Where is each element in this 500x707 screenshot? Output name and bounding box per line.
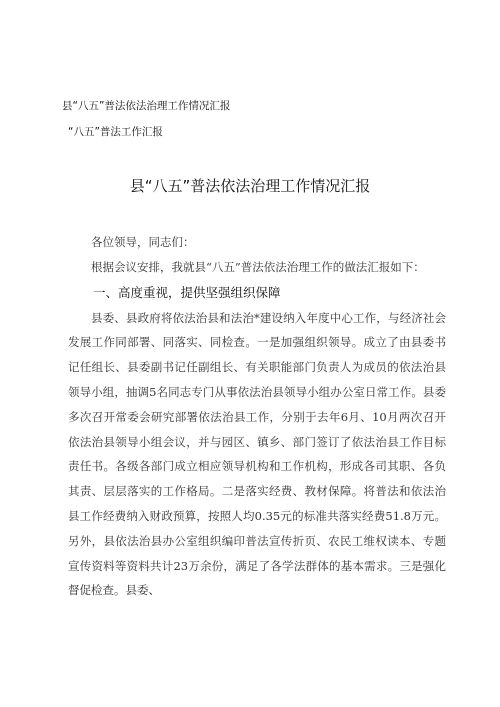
intro-paragraph: 根据会议安排，我就县“八五”普法依法治理工作的做法汇报如下： <box>91 259 425 274</box>
section-heading: 一、高度重视，提供坚强组织保障 <box>93 284 281 300</box>
document-body <box>68 230 446 603</box>
document-title: 县“八五”普法依法治理工作情况汇报 <box>129 177 371 195</box>
section-paragraph: 县委、县政府将依法治县和法治*建设纳入年度中心工作，与经济社会发展工作同部署、同落实、同检查。一是加强组织领导。成立了由县委书记任组长、县委副书记任副组长、有关职能部门负责人为成员的依法治县领导小组，抽调5名同志专门从事依法治县领导小组办公室日常工作。县委多次召开常委会研究部署依法治县工作，分别于去年6月、10月两次召开依法治县领导小组会议，并与园区、镇乡、部门签订了依法治县工作目标责任书。各级各部门成立相应领导机构和工作机构，形成各司其职、各负其责、层层落实的工作格局。二是落实经费、教材保障。将普法和依法治县工作经费纳入财政预算，按照人均0.35元的标准共落实经费51.8万元。另外，县依法治县办公室组织编印普法宣传折页、农民工维权读本、专题宣传资料等资料共计23万余份，满足了各学法群体的基本需求。三是强化督促检查。县委、 <box>68 310 446 598</box>
header-subtitle: “八五”普法工作汇报 <box>68 126 163 138</box>
header-title: 县“八五”普法依法治理工作情况汇报 <box>62 100 231 112</box>
greeting: 各位领导，同志们： <box>91 235 195 249</box>
